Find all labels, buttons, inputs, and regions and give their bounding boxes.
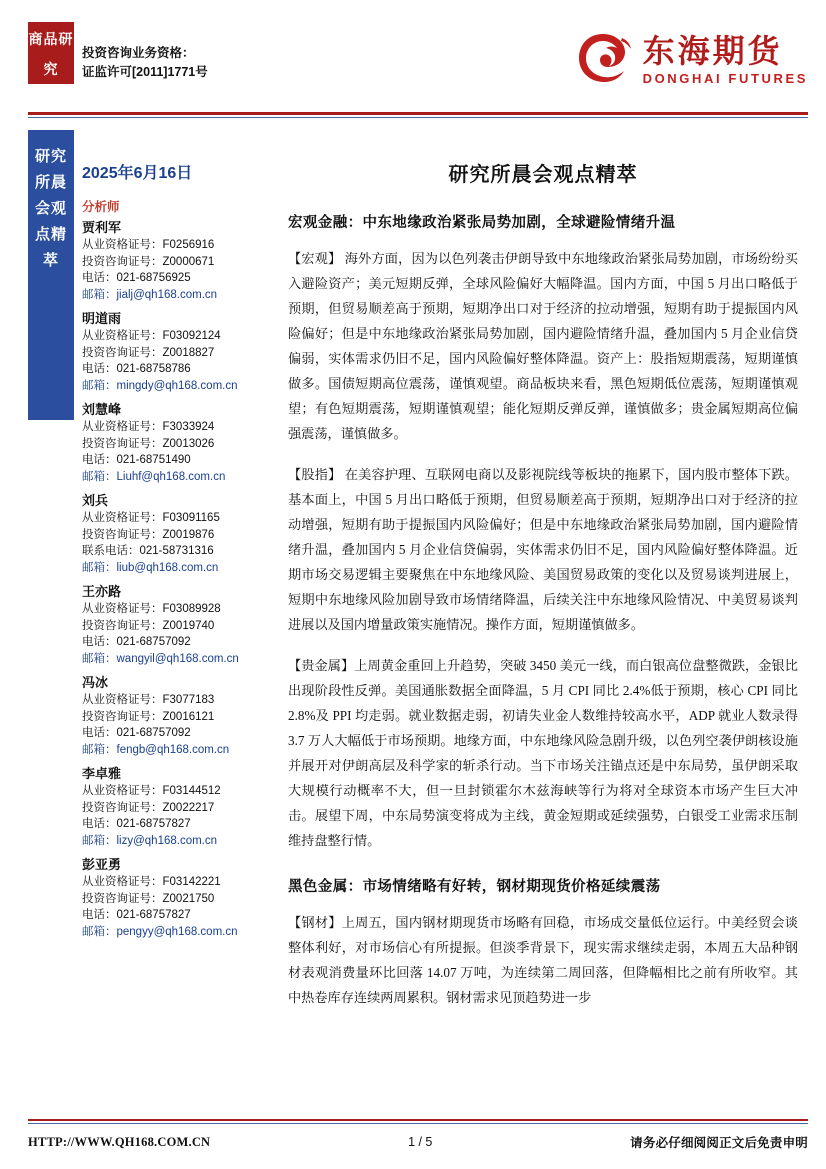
analyst-name: 明道雨 [82, 311, 122, 326]
page-footer [28, 1133, 808, 1151]
dragon-logo-icon [573, 30, 635, 90]
analyst-consulting-number: 投资咨询证号：Z0022217 [82, 801, 215, 814]
paragraph-macro: 【宏观】 海外方面，因为以色列袭击伊朗导致中东地缘政治紧张局势加剧，市场纷纷买入避险资产；美元短期反弹，全球风险偏好大幅降温。国内方面，中国 5 月出口略低于预期，但贸易顺差高于预期，短期净出口对于经济的拉动增强，短期有助于提振国内风险偏好；但是中东地缘政治紧张局势加剧，国内避险情绪升温，叠加国内 5 月企业信贷偏弱，实体需求仍旧不足，国内风险偏好整体降温。资产上：股指短期震荡，短期谨慎做多。国债短期高位震荡，谨慎观望。商品板块来看，黑色短期低位震荡，短期谨慎观望；有色短期震荡，短期谨慎观望；能化短期反弹反弹，谨慎做多；贵金属短期高位偏强震荡，谨慎做多。 [288, 251, 798, 441]
license-number: 证监许可[2011]1771号 [82, 65, 208, 79]
footer-rule-red [28, 1119, 808, 1121]
header-corner-tab: 商品研究 [28, 22, 74, 84]
list-item [82, 765, 278, 849]
analyst-qualification: 从业资格证号：F03089928 [82, 603, 221, 615]
analyst-qualification: 从业资格证号：F3077183 [82, 694, 215, 706]
license-title: 投资咨询业务资格： [82, 46, 195, 60]
logo-text-cn: 东海期货 [642, 33, 783, 69]
analyst-sidebar [82, 160, 278, 947]
header-rule-red [28, 112, 808, 115]
list-item [82, 219, 278, 303]
analyst-consulting-number: 投资咨询证号：Z0018827 [82, 346, 215, 359]
analyst-name: 王亦路 [82, 584, 122, 599]
analyst-qualification: 从业资格证号：F03092124 [82, 330, 221, 342]
analyst-name: 刘慧峰 [82, 402, 122, 417]
analyst-qualification: 从业资格证号：F03091165 [82, 512, 220, 524]
footer-url[interactable]: HTTP://WWW.QH168.COM.CN [28, 1134, 211, 1149]
logo-text-en: DONGHAI FUTURES [642, 71, 808, 86]
section-heading-ferrous: 黑色金属：市场情绪略有好转，钢材期现货价格延续震荡 [288, 879, 661, 895]
paragraph-steel: 【钢材】上周五，国内钢材期现货市场略有回稳，市场成交量低位运行。中美经贸会谈整体利好，对市场信心有所提振。但淡季背景下，现实需求继续走弱，本周五大品种钢材表观消费量环比回落 14.07 万吨，为连续第二周回落，但降幅相比之前有所收窄。其中热卷库存连续两周累积。钢材需求见顶趋势进一步 [288, 915, 798, 1005]
analyst-name: 冯冰 [82, 675, 109, 690]
company-logo [573, 30, 808, 90]
footer-disclaimer: 请务必仔细阅阅正文后免责申明 [630, 1136, 808, 1150]
analyst-name: 刘兵 [82, 493, 109, 508]
analyst-email[interactable]: 邮箱：pengyy@qh168.com.cn [82, 925, 238, 938]
page-header [0, 0, 826, 118]
analyst-consulting-number: 投资咨询证号：Z0013026 [82, 437, 215, 450]
analyst-name: 李卓雅 [82, 766, 122, 781]
analyst-phone: 电话：021-68757827 [82, 818, 191, 830]
license-block [82, 44, 208, 82]
analyst-email[interactable]: 邮箱：lizy@qh168.com.cn [82, 834, 218, 847]
analyst-consulting-number: 投资咨询证号：Z0019740 [82, 619, 215, 632]
analyst-consulting-number: 投资咨询证号：Z0000671 [82, 255, 215, 268]
list-item [82, 401, 278, 485]
list-item [82, 674, 278, 758]
footer-rule-blue [28, 1123, 808, 1124]
main-content [288, 158, 798, 1026]
analyst-phone: 联系电话：021-58731316 [82, 545, 214, 557]
section-heading-macro: 宏观金融：中东地缘政治紧张局势加剧，全球避险情绪升温 [288, 215, 676, 231]
list-item [82, 583, 278, 667]
analyst-phone: 电话：021-68758786 [82, 363, 191, 375]
analyst-section-label: 分析师 [82, 200, 120, 214]
analyst-name: 彭亚勇 [82, 857, 122, 872]
analyst-phone: 电话：021-68756925 [82, 272, 191, 284]
analyst-email[interactable]: 邮箱：mingdy@qh168.com.cn [82, 379, 238, 392]
analyst-qualification: 从业资格证号：F3033924 [82, 421, 215, 433]
analyst-qualification: 从业资格证号：F03144512 [82, 785, 221, 797]
analyst-name: 贾利军 [82, 220, 122, 235]
paragraph-precious-metals: 【贵金属】上周黄金重回上升趋势，突破 3450 美元一线，而白银高位盘整微跌，金银比出现阶段性反弹。美国通胀数据全面降温，5 月 CPI 同比 2.4%低于预期，核心 CPI 同比 2.8%及 PPI 均走弱。就业数据走弱，初请失业金人数维持较高水平，ADP 就业人数录得 3.7 万人大幅低于市场预期。地缘方面，中东地缘风险急剧升级，以色列空袭伊朗核设施并展开对伊朗高层及科学家的斩杀行动。当下市场关注锚点还是中东局势，虽伊朗采取大规模行动概率不大，但一旦封锁霍尔木兹海峡等行为将对全球资本市场产生巨大冲击。展望下周，中东局势演变将成为主线，黄金短期或延续强势，白银受工业需求压制维持盘整行情。 [288, 658, 798, 848]
analyst-phone: 电话：021-68757827 [82, 909, 191, 921]
analyst-qualification: 从业资格证号：F0256916 [82, 239, 215, 251]
analyst-email[interactable]: 邮箱：liub@qh168.com.cn [82, 561, 219, 574]
analyst-consulting-number: 投资咨询证号：Z0021750 [82, 892, 215, 905]
analyst-phone: 电话：021-68751490 [82, 454, 191, 466]
page-title: 研究所晨会观点精萃 [448, 164, 638, 186]
analyst-email[interactable]: 邮箱：jialj@qh168.com.cn [82, 288, 218, 301]
analyst-consulting-number: 投资咨询证号：Z0019876 [82, 528, 215, 541]
analyst-email[interactable]: 邮箱：fengb@qh168.com.cn [82, 743, 230, 756]
list-item [82, 856, 278, 940]
sidebar-vertical-tab: 研究所晨会观点精萃 [28, 130, 74, 420]
analyst-email[interactable]: 邮箱：Liuhf@qh168.com.cn [82, 470, 226, 483]
paragraph-stock-index: 【股指】 在美容护理、互联网电商以及影视院线等板块的拖累下，国内股市整体下跌。基本面上，中国 5 月出口略低于预期，但贸易顺差高于预期，短期净出口对于经济的拉动增强，短期有助于提振国内风险偏好；但是中东地缘政治紧张局势加剧，国内避险情绪升温，叠加国内 5 月企业信贷偏弱，实体需求仍旧不足，国内风险偏好整体降温。近期市场交易逻辑主要聚焦在中东地缘风险、美国贸易政策的变化以及贸易谈判进展上，短期中东地缘风险加剧导致市场情绪降温，后续关注中东地缘风险情况、中美贸易谈判进展以及国内增量政策实施情况。操作方面，短期谨慎做多。 [288, 467, 798, 632]
analyst-phone: 电话：021-68757092 [82, 636, 191, 648]
list-item [82, 492, 278, 576]
analyst-consulting-number: 投资咨询证号：Z0016121 [82, 710, 215, 723]
analyst-phone: 电话：021-68757092 [82, 727, 191, 739]
page-number: 1 / 5 [408, 1135, 433, 1149]
analyst-email[interactable]: 邮箱：wangyil@qh168.com.cn [82, 652, 239, 665]
header-rule-blue [28, 117, 808, 118]
analyst-qualification: 从业资格证号：F03142221 [82, 876, 221, 888]
document-date: 2025年6月16日 [82, 165, 193, 182]
list-item [82, 310, 278, 394]
